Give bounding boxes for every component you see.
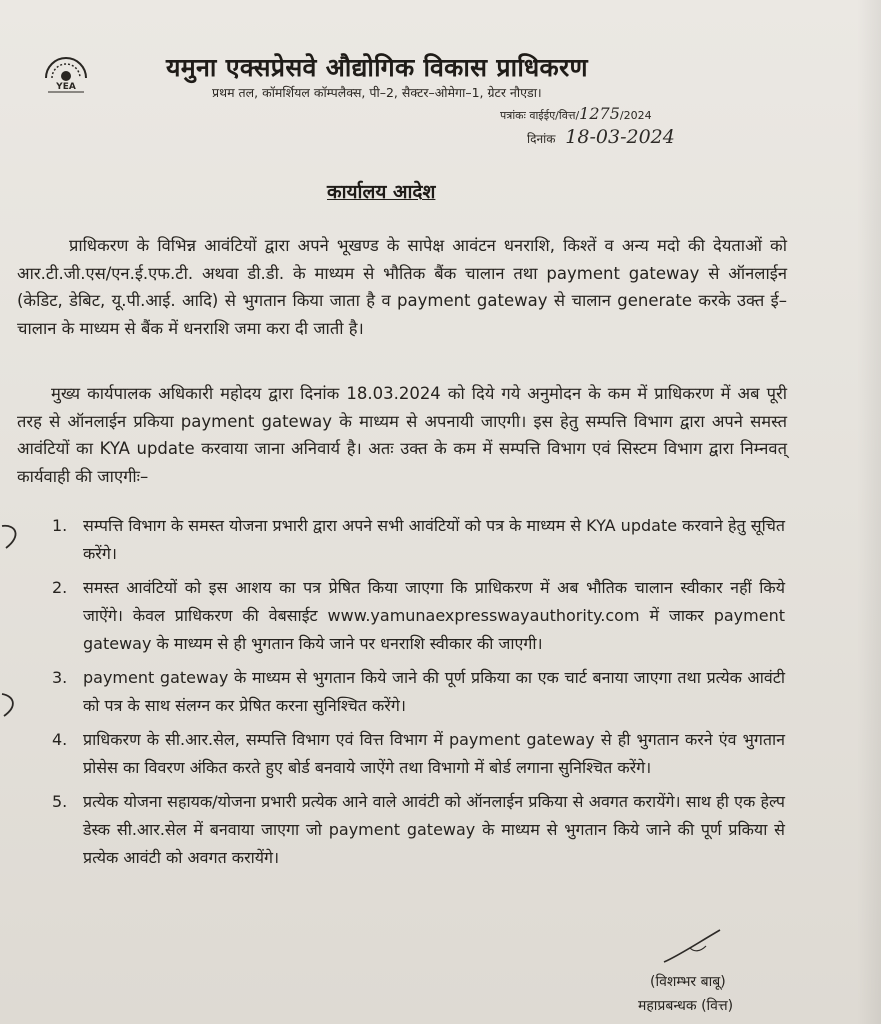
item-number: 3.: [52, 668, 68, 687]
reference-year: /2024: [619, 109, 652, 122]
margin-pen-mark-icon: [0, 522, 24, 552]
action-items-list: [40, 512, 785, 878]
list-item: [40, 512, 785, 568]
item-number: 1.: [52, 516, 68, 535]
logo-text: YEA: [56, 82, 76, 92]
signer-name: (विशम्भर बाबू): [650, 974, 726, 990]
page-edge-shadow: [857, 0, 881, 1024]
paragraph-1: प्राधिकरण के विभिन्न आवंटियों द्वारा अपने भूखण्ड के सापेक्ष आवंटन धनराशि, किश्तें व अन्य मदो की देयताओं को आर.टी.जी.एस/एन.ई.एफ.टी. अथवा डी.डी. के माध्यम से भौतिक बैंक चालान तथा payment gateway से ऑनलाईन (केडिट, डेबिट, यू.पी.आई. आदि) से भुगतान किया जाता है व payment gateway से चालान generate करके उक्त ई–चालान के माध्यम से बैंक में धनराशि जमा करा दी जाती है।: [17, 236, 787, 338]
item-number: 4.: [52, 730, 68, 749]
organization-address: प्रथम तल, कॉमर्शियल कॉम्पलैक्स, पी–2, सैक्टर–ओमेगा–1, ग्रेटर नौएडा।: [212, 85, 542, 100]
organization-title: यमुना एक्सप्रेसवे औद्योगिक विकास प्राधिकरण: [166, 53, 588, 82]
reference-handwritten-number: 1275: [579, 104, 620, 123]
reference-prefix: पत्रांकः वाईईए/वित्त/: [500, 109, 580, 122]
list-item: [40, 726, 785, 782]
list-item: [40, 664, 785, 720]
signature-icon: [660, 926, 730, 966]
item-text: payment gateway के माध्यम से भुगतान किये जाने की पूर्ण प्रकिया का एक चार्ट बनाया जाएगा तथा प्रत्येक आवंटी को पत्र के साथ संलग्न कर प्रेषित करना सुनिश्चित करेंगे।: [83, 668, 785, 715]
authority-logo-icon: [40, 52, 92, 96]
item-text: प्रत्येक योजना सहायक/योजना प्रभारी प्रत्येक आने वाले आवंटी को ऑनलाईन प्रकिया से अवगत करायेंगे। साथ ही एक हेल्प डेस्क सी.आर.सेल में बनवाया जाएगा जो payment gateway के माध्यम से भुगतान किये जाने की पूर्ण प्रकिया से प्रत्येक आवंटी को अवगत करायेंगे।: [83, 792, 785, 867]
item-text: समस्त आवंटियों को इस आशय का पत्र प्रेषित किया जाएगा कि प्राधिकरण में अब भौतिक चालान स्वीकार नहीं किये जाऐंगे। केवल प्राधिकरण की वेबसाईट www.yamunaexpresswayauthority.com में जाकर payment gateway के माध्यम से ही भुगतान किये जाने पर धनराशि स्वीकार की जाएगी।: [83, 578, 785, 653]
item-text: सम्पत्ति विभाग के समस्त योजना प्रभारी द्वारा अपने सभी आवंटियों को पत्र के माध्यम से KYA update करवाने हेतु सूचित करेंगे।: [83, 516, 785, 563]
item-number: 2.: [52, 578, 68, 597]
signer-designation: महाप्रबन्धक (वित्त): [638, 998, 734, 1014]
office-order-heading: कार्यालय आदेश: [327, 181, 436, 203]
reference-number: [500, 104, 652, 123]
date-line: [527, 126, 675, 148]
item-number: 5.: [52, 792, 68, 811]
item-text: प्राधिकरण के सी.आर.सेल, सम्पत्ति विभाग एवं वित्त विभाग में payment gateway से ही भुगतान करने एंव भुगतान प्रोसेस का विवरण अंकित करते हुए बोर्ड बनवाये जाऐंगे तथा विभागो में बोर्ड लगाना सुनिश्चित करेंगे।: [83, 730, 785, 777]
list-item: [40, 574, 785, 658]
paragraph-2: मुख्य कार्यपालक अधिकारी महोदय द्वारा दिनांक 18.03.2024 को दिये गये अनुमोदन के कम में प्राधिकरण में अब पूरी तरह से ऑनलाईन प्रकिया payment gateway के माध्यम से अपनायी जाएगी। इस हेतु सम्पत्ति विभाग द्वारा अपने समस्त आवंटियों का KYA update करवाया जाना अनिवार्य है। अतः उक्त के कम में सम्पत्ति विभाग एवं सिस्टम विभाग द्वारा निम्नवत् कार्यवाही की जाएगीः–: [17, 384, 787, 486]
list-item: [40, 788, 785, 872]
date-handwritten-value: 18-03-2024: [565, 126, 675, 148]
date-label: दिनांक: [527, 132, 556, 146]
margin-pen-mark-icon: [0, 690, 24, 720]
